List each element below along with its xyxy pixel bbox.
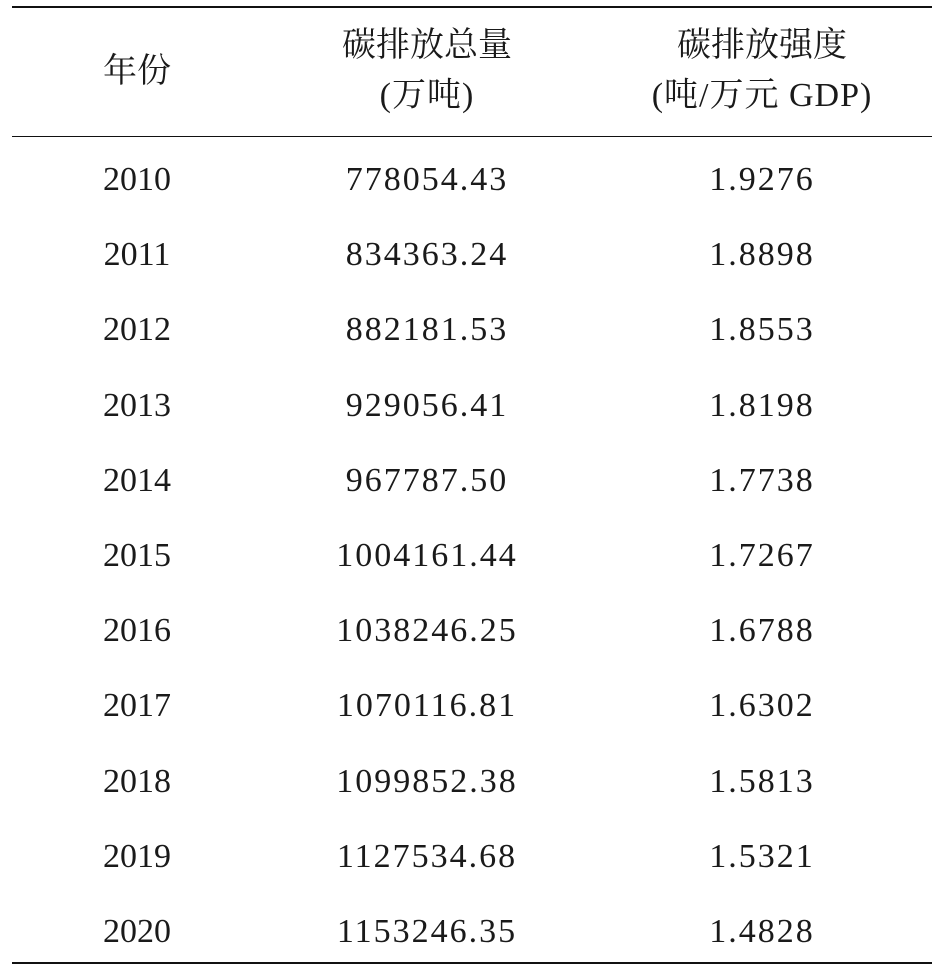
cell-intensity: 1.5813 — [709, 762, 815, 800]
table-header-rule — [12, 136, 932, 137]
cell-total-emission: 1127534.68 — [336, 837, 518, 875]
header-year — [12, 50, 262, 94]
cell-intensity: 1.7738 — [709, 461, 815, 499]
table-row — [12, 593, 932, 668]
cell-year: 2015 — [103, 536, 171, 574]
cell-year: 2014 — [103, 461, 171, 499]
cell-year: 2010 — [103, 161, 171, 198]
cell-year: 2017 — [103, 687, 171, 725]
table-row — [12, 368, 932, 443]
cell-year: 2020 — [103, 912, 171, 950]
cell-total-emission: 967787.50 — [345, 461, 509, 499]
cell-intensity: 1.8198 — [709, 386, 815, 424]
table-bottom-rule — [12, 962, 932, 964]
header-intensity-unit: (吨/万元 GDP) — [651, 77, 873, 115]
table-header — [12, 6, 932, 136]
cell-intensity: 1.6788 — [709, 612, 815, 650]
table-row — [12, 292, 932, 367]
cell-intensity: 1.8898 — [709, 236, 815, 274]
cell-intensity: 1.4828 — [709, 912, 815, 950]
cell-intensity: 1.5321 — [709, 837, 815, 875]
table-row — [12, 819, 932, 894]
cell-year: 2016 — [103, 612, 171, 650]
cell-total-emission: 929056.41 — [345, 386, 509, 424]
emissions-table — [12, 6, 932, 966]
table-row — [12, 744, 932, 819]
header-total-emission — [262, 24, 592, 118]
cell-year: 2019 — [103, 837, 171, 875]
cell-total-emission: 834363.24 — [345, 236, 509, 274]
cell-year: 2012 — [103, 311, 171, 349]
cell-intensity: 1.8553 — [709, 311, 815, 349]
table-row — [12, 217, 932, 292]
table-row — [12, 668, 932, 743]
header-intensity — [592, 24, 932, 118]
table-row — [12, 142, 932, 217]
header-total-emission-label: 碳排放总量 — [342, 27, 512, 64]
cell-total-emission: 1099852.38 — [336, 762, 518, 800]
table-row — [12, 518, 932, 593]
cell-year: 2011 — [103, 236, 171, 274]
cell-intensity: 1.6302 — [709, 687, 815, 725]
cell-year: 2018 — [103, 762, 171, 800]
table-body — [12, 142, 932, 969]
header-total-emission-unit: (万吨) — [379, 77, 475, 115]
cell-total-emission: 1038246.25 — [336, 612, 518, 650]
table-row — [12, 443, 932, 518]
cell-total-emission: 1070116.81 — [336, 687, 518, 725]
cell-intensity: 1.7267 — [709, 536, 815, 574]
cell-intensity: 1.9276 — [709, 161, 815, 198]
table-row — [12, 894, 932, 969]
header-intensity-label: 碳排放强度 — [677, 27, 847, 64]
cell-total-emission: 778054.43 — [345, 161, 509, 198]
cell-total-emission: 882181.53 — [345, 311, 509, 349]
cell-year: 2013 — [103, 386, 171, 424]
cell-total-emission: 1004161.44 — [336, 536, 518, 574]
cell-total-emission: 1153246.35 — [336, 912, 518, 950]
header-year-label: 年份 — [103, 53, 171, 90]
